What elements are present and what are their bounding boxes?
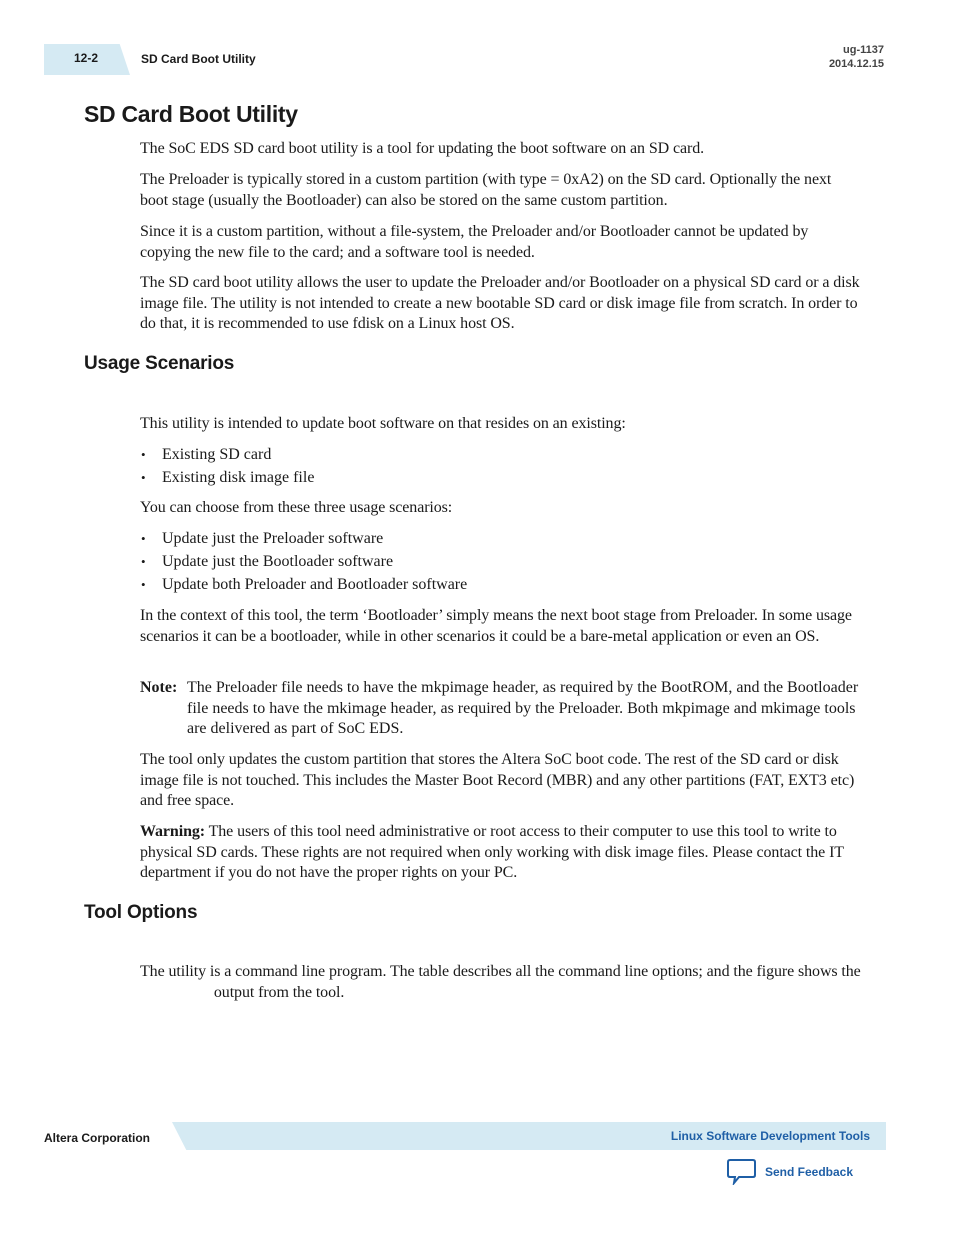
speech-bubble-icon [727,1158,756,1185]
bullet-icon: • [141,554,146,569]
partition-paragraph: The tool only updates the custom partition that stores the Altera SoC boot code. The rest of the SD card or disk image file is not touched. This includes the Master Boot Record (MBR) and any other partitions (FAT, EXT3 etc) and free space. [140,751,855,810]
warning-paragraph [140,822,862,884]
running-header-title: SD Card Boot Utility [141,52,256,66]
target-list [140,443,840,489]
doc-id: ug-1137 [843,44,884,56]
scenario-list [140,527,840,596]
company-name: Altera Corporation [44,1131,151,1145]
bullet-icon: • [141,531,146,546]
warning-text: The users of this tool need administrative or root access to their computer to use this tool to write to physical SD cards. These rights are not required when only working with disk image files. Please contact the IT department if you do not have the proper rights on your PC. [140,823,844,882]
send-feedback-button[interactable] [727,1158,853,1185]
book-title-link[interactable]: Linux Software Development Tools [670,1129,870,1143]
note-text: The Preloader file needs to have the mkpimage header, as required by the BootROM, and the Bootloader file needs to have the mkimage header, as required by the Preloader. Both mkpimage and mkimage tools are delivered as part of SoC EDS. [187,679,859,738]
bootloader-context-paragraph: In the context of this tool, the term ‘Bootloader’ simply means the next boot stage from Preloader. In some usage scenarios it can be a bootloader, while in other scenarios it could be a bare-metal application or even an OS. [140,607,852,645]
custom-partition-paragraph: Since it is a custom partition, without a file-system, the Preloader and/or Bootloader cannot be updated by copying the new file to the card; and a software tool is needed. [140,223,809,261]
usage-scenarios-heading: Usage Scenarios [84,353,235,374]
bullet-icon: • [141,470,146,485]
list-item: • Update both Preloader and Bootloader software [140,573,840,596]
list-item: • Update just the Bootloader software [140,550,840,573]
warning-label: Warning: [140,823,205,840]
page-number: 12-2 [74,51,99,65]
utility-purpose-paragraph: The SD card boot utility allows the user to update the Preloader and/or Bootloader on a physical SD card or a disk image file. The utility is not intended to create a new bootable SD card or disk image file from scratch. In order to do that, it is recommended to use fdisk on a Linux host OS. [140,274,860,333]
preloader-paragraph: The Preloader is typically stored in a custom partition (with type = 0xA2) on the SD card. Optionally the next boot stage (usually the Bootloader) can also be stored on the same custom partition. [140,171,832,209]
list-item: • Existing disk image file [140,466,840,489]
send-feedback-label: Send Feedback [765,1164,854,1179]
usage-intro: This utility is intended to update boot software on that resides on an existing: [140,415,626,432]
tool-options-paragraph: The utility is a command line program. The table describes all the command line options; and the figure shows the output from the tool. [140,963,861,1001]
choose-text: You can choose from these three usage scenarios: [140,499,453,516]
page-title: SD Card Boot Utility [84,101,298,127]
bullet-icon: • [141,577,146,592]
note-block [140,678,862,740]
intro-paragraph: The SoC EDS SD card boot utility is a tool for updating the boot software on an SD card. [140,140,705,157]
list-item: • Update just the Preloader software [140,527,840,550]
list-item: • Existing SD card [140,443,840,466]
bullet-icon: • [141,447,146,462]
doc-info [829,43,884,71]
tool-options-heading: Tool Options [84,902,198,923]
doc-date: 2014.12.15 [828,58,884,70]
note-label: Note: [140,679,178,696]
